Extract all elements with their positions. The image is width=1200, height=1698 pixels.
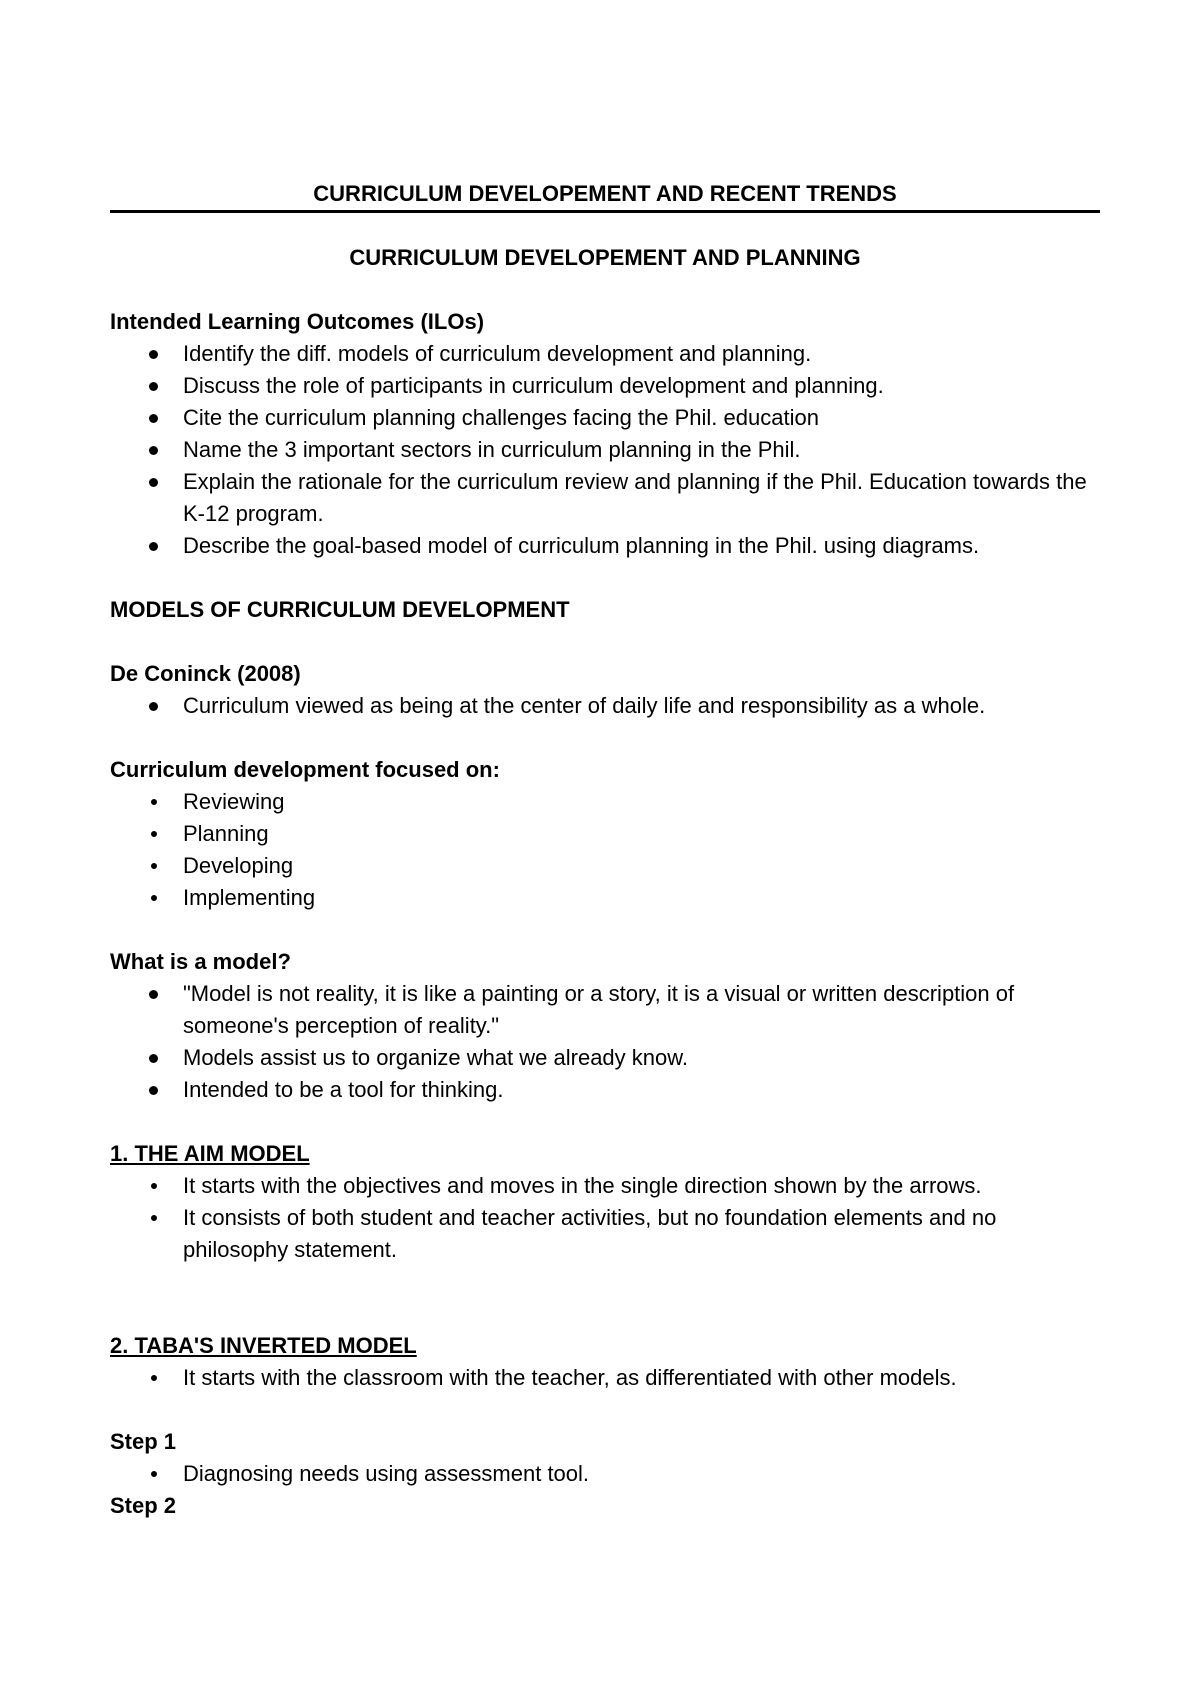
ilos-list (110, 338, 1100, 562)
document-content (110, 242, 1100, 1522)
list-item: Curriculum viewed as being at the center of daily life and responsibility as a whole. (183, 693, 986, 718)
step1-heading: Step 1 (110, 1429, 177, 1454)
list-item: Describe the goal-based model of curriculum planning in the Phil. using diagrams. (183, 533, 980, 558)
de-coninck-heading: De Coninck (2008) (110, 661, 301, 686)
list-item: Identify the diff. models of curriculum development and planning. (183, 341, 812, 366)
list-item: Planning (183, 821, 269, 846)
list-item: Cite the curriculum planning challenges facing the Phil. education (183, 405, 819, 430)
aim-model-list (110, 1170, 1100, 1266)
step1-list (110, 1458, 1100, 1490)
list-item: "Model is not reality, it is like a painting or a story, it is a visual or written description of someone's perception of reality." (183, 981, 1015, 1038)
what-model-list (110, 978, 1100, 1106)
list-item: It starts with the objectives and moves in the single direction shown by the arrows. (183, 1173, 982, 1198)
list-item: Models assist us to organize what we already know. (183, 1045, 689, 1070)
list-item: Diagnosing needs using assessment tool. (183, 1461, 590, 1486)
document-title: CURRICULUM DEVELOPEMENT AND RECENT TRENDS (110, 180, 1100, 213)
focus-list (110, 786, 1100, 914)
list-item: Reviewing (183, 789, 285, 814)
list-item: Explain the rationale for the curriculum review and planning if the Phil. Education towards the K-12 program. (183, 469, 1087, 526)
ilos-heading: Intended Learning Outcomes (ILOs) (110, 309, 485, 334)
de-coninck-list (110, 690, 1100, 722)
list-item: Name the 3 important sectors in curriculum planning in the Phil. (183, 437, 801, 462)
focus-heading: Curriculum development focused on: (110, 757, 500, 782)
step2-heading: Step 2 (110, 1493, 177, 1518)
models-heading: MODELS OF CURRICULUM DEVELOPMENT (110, 597, 570, 622)
aim-model-heading: 1. THE AIM MODEL (110, 1141, 310, 1166)
list-item: Intended to be a tool for thinking. (183, 1077, 504, 1102)
list-item: Developing (183, 853, 294, 878)
what-model-heading: What is a model? (110, 949, 291, 974)
taba-model-list (110, 1362, 1100, 1394)
section-subtitle: CURRICULUM DEVELOPEMENT AND PLANNING (349, 245, 861, 270)
list-item: Implementing (183, 885, 316, 910)
list-item: Discuss the role of participants in curriculum development and planning. (183, 373, 884, 398)
list-item: It consists of both student and teacher activities, but no foundation elements and no philosophy statement. (183, 1205, 997, 1262)
list-item: It starts with the classroom with the teacher, as differentiated with other models. (183, 1365, 957, 1390)
taba-model-heading: 2. TABA'S INVERTED MODEL (110, 1333, 417, 1358)
